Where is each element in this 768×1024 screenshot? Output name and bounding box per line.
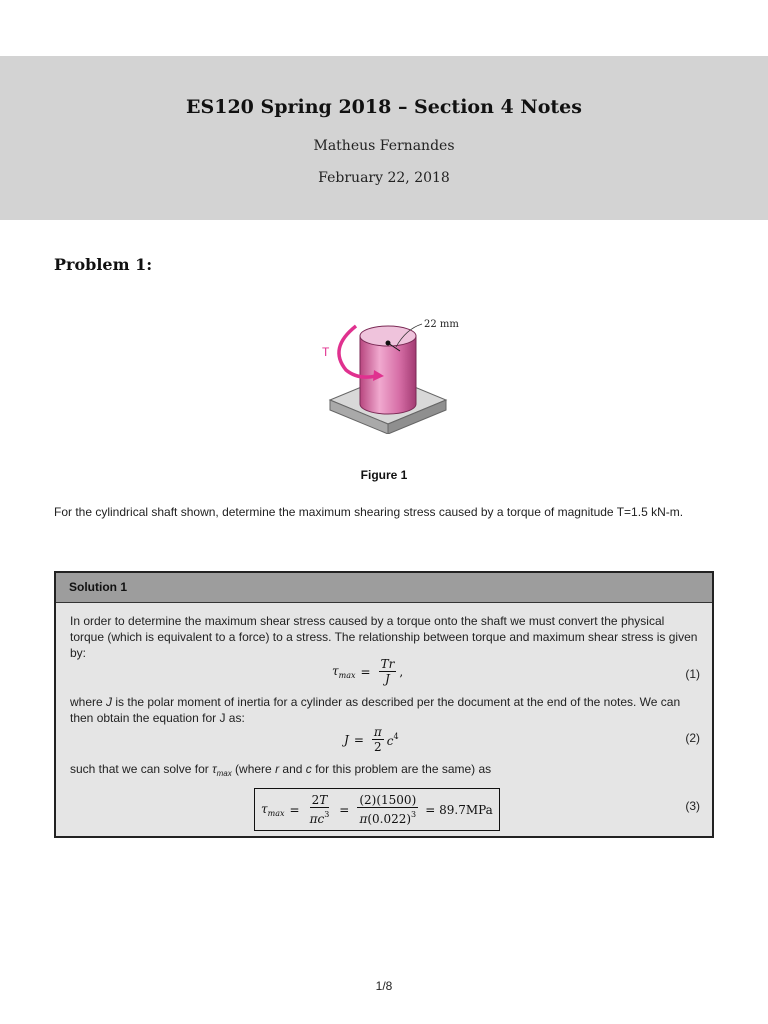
para2-start: where: [70, 695, 107, 709]
para2-end: is the polar moment of inertia for a cylinder as described per the document at the end of the notes. We can then obtain the equation for J as:: [70, 695, 681, 725]
solution-paragraph-2: where J is the polar moment of inertia for a cylinder as described per the document at the end of the notes. We can then obtain the equation for J as:: [70, 695, 681, 725]
author-name: Matheus Fernandes: [313, 138, 455, 154]
equation-3-boxed-result: $\tau_{max}$ = $\frac{2T}{\pi c^3}$ = $\frac{(2)(1500)}{\pi(0.022)^3}$ = 89.7MPa: [254, 788, 500, 831]
para3-d: for this problem are the same) as: [311, 762, 492, 776]
solution-box: [54, 571, 714, 838]
document-date: February 22, 2018: [318, 170, 450, 186]
cylinder-shaft: [360, 326, 416, 414]
equation-1: $\tau_{max}$ = $\frac{Tr}{J}$ ,: [332, 657, 404, 686]
document-title: ES120 Spring 2018 – Section 4 Notes: [186, 96, 582, 118]
figure-caption: Figure 1: [360, 468, 408, 482]
title-banner: [0, 56, 768, 220]
para3-b: (where: [231, 762, 276, 776]
solution-heading: Solution 1: [56, 573, 712, 603]
para3-c: and: [279, 762, 306, 776]
equation-3-number: (3): [685, 799, 700, 813]
solution-paragraph-1: In order to determine the maximum shear stress caused by a torque onto the shaft we must convert the physical torque (which is equivalent to a force) to a stress. The relationship between torque and maximum shear stress is given by:: [70, 614, 698, 660]
shaft-figure: [318, 314, 468, 434]
para3-a: such that we can solve for: [70, 762, 213, 776]
problem-statement: For the cylindrical shaft shown, determine the maximum shearing stress caused by a torque of magnitude T=1.5 kN-m.: [54, 505, 684, 519]
result-value: = 89.7MPa: [425, 802, 493, 817]
equation-1-number: (1): [685, 667, 700, 681]
radius-label: 22 mm: [424, 319, 459, 330]
solution-paragraph-3: such that we can solve for $\tau_{max}$ (where r and c for this problem are the same) as: [70, 762, 492, 778]
problem-heading: Problem 1:: [54, 255, 153, 274]
equation-2-number: (2): [685, 731, 700, 745]
equation-2: J = $\frac{\pi}{2}$ $c^4$: [344, 725, 399, 754]
torque-label: T: [322, 345, 330, 359]
page-number: 1/8: [375, 979, 393, 993]
